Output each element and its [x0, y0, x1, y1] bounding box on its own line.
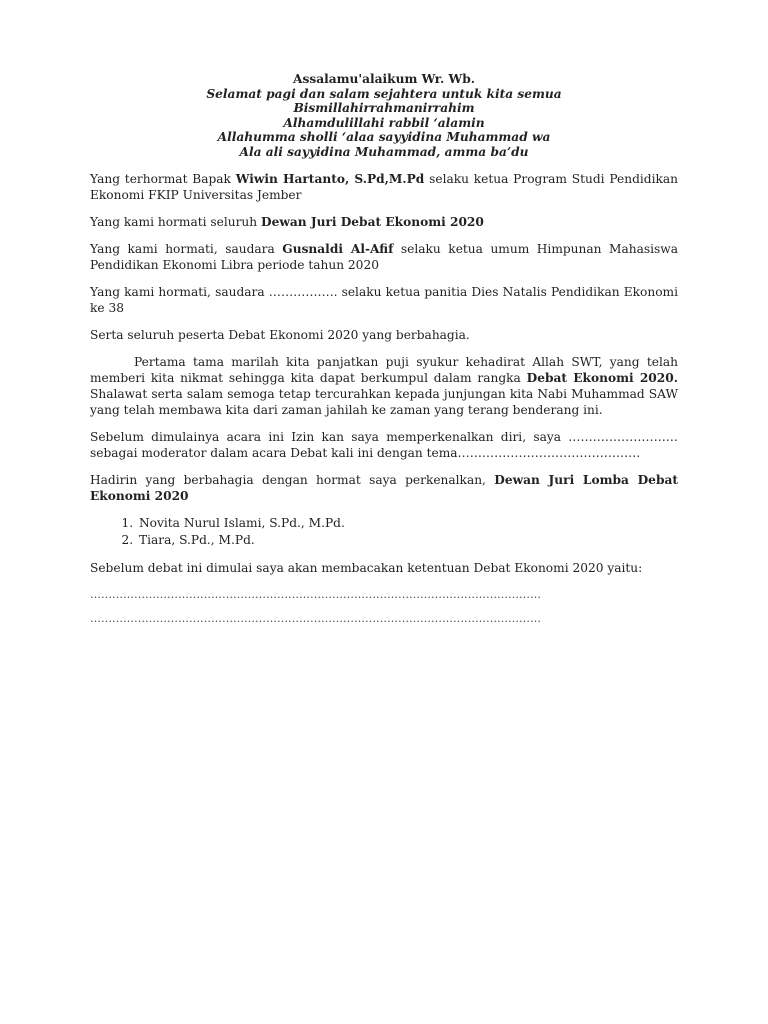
paragraph-judges-intro	[90, 472, 678, 504]
greeting-line-3: Bismillahirrahmanirrahim	[293, 101, 475, 116]
greeting-line-1: Assalamu'alaikum Wr. Wb.	[293, 72, 475, 86]
opening-greeting	[90, 72, 678, 160]
text-span: selaku ketua Program Studi Pendidikan Ekonomi FKIP Universitas Jember	[90, 171, 678, 202]
event-name: Debat Ekonomi 2020.	[526, 370, 678, 385]
judges-list	[90, 515, 678, 549]
blank-dotted-line-1: ……………………………………………………………………………………………………………	[90, 587, 541, 601]
blank-dotted-line-2: ……………………………………………………………………………………………………………	[90, 611, 541, 625]
text-span: Yang kami hormati, saudara	[90, 241, 283, 256]
paragraph-respect-judges	[90, 214, 678, 230]
text-span: Yang kami hormati seluruh	[90, 214, 261, 229]
paragraph-gratitude	[90, 354, 678, 418]
greeting-line-4: Alhamdulillahi rabbil ‘alamin	[283, 115, 485, 130]
head-name: Wiwin Hartanto, S.Pd,M.Pd	[235, 171, 425, 186]
judges-panel-title: Dewan Juri Lomba Debat Ekonomi 2020	[90, 472, 678, 503]
judge-item: 2. Tiara, S.Pd., M.Pd.	[137, 532, 678, 549]
text-span: selaku ketua umum Himpunan Mahasiswa Pendidikan Ekonomi Libra periode tahun 2020	[90, 241, 679, 272]
text-span: Yang terhormat Bapak	[90, 171, 236, 186]
paragraph-respect-committee: Yang kami hormati, saudara …………….. selaku ketua panitia Dies Natalis Pendidikan Ekonomi ke 38	[90, 284, 678, 315]
paragraph-rules-intro: Sebelum debat ini dimulai saya akan membacakan ketentuan Debat Ekonomi 2020 yaitu:	[90, 560, 643, 575]
text-span: Pertama tama marilah kita panjatkan puji syukur kehadirat Allah SWT, yang telah memberi kita nikmat sehingga kita dapat berkumpul dalam rangka	[90, 354, 678, 385]
judge-item: 1. Novita Nurul Islami, S.Pd., M.Pd.	[137, 515, 678, 532]
paragraph-participants: Serta seluruh peserta Debat Ekonomi 2020 yang berbahagia.	[90, 327, 470, 342]
judges-title: Dewan Juri Debat Ekonomi 2020	[261, 214, 484, 229]
document-page	[90, 72, 678, 635]
paragraph-respect-head	[90, 171, 678, 203]
paragraph-moderator-intro: Sebelum dimulainya acara ini Izin kan saya memperkenalkan diri, saya ……………………… sebagai moderator dalam acara Debat kali ini dengan tema………………………………………	[90, 429, 678, 460]
paragraph-respect-chair	[90, 241, 678, 273]
text-span: Hadirin yang berbahagia dengan hormat saya perkenalkan,	[90, 472, 495, 487]
text-span: Shalawat serta salam semoga tetap tercurahkan kepada junjungan kita Nabi Muhammad SAW yang telah membawa kita dari zaman jahilah ke zaman yang terang benderang ini.	[90, 386, 678, 417]
greeting-line-5: Allahumma sholli ‘alaa sayyidina Muhammad wa	[217, 130, 551, 145]
greeting-line-6: Ala ali sayyidina Muhammad, amma ba’du	[239, 144, 529, 159]
greeting-line-2: Selamat pagi dan salam sejahtera untuk kita semua	[206, 86, 562, 101]
chair-name: Gusnaldi Al-Afif	[282, 241, 394, 256]
